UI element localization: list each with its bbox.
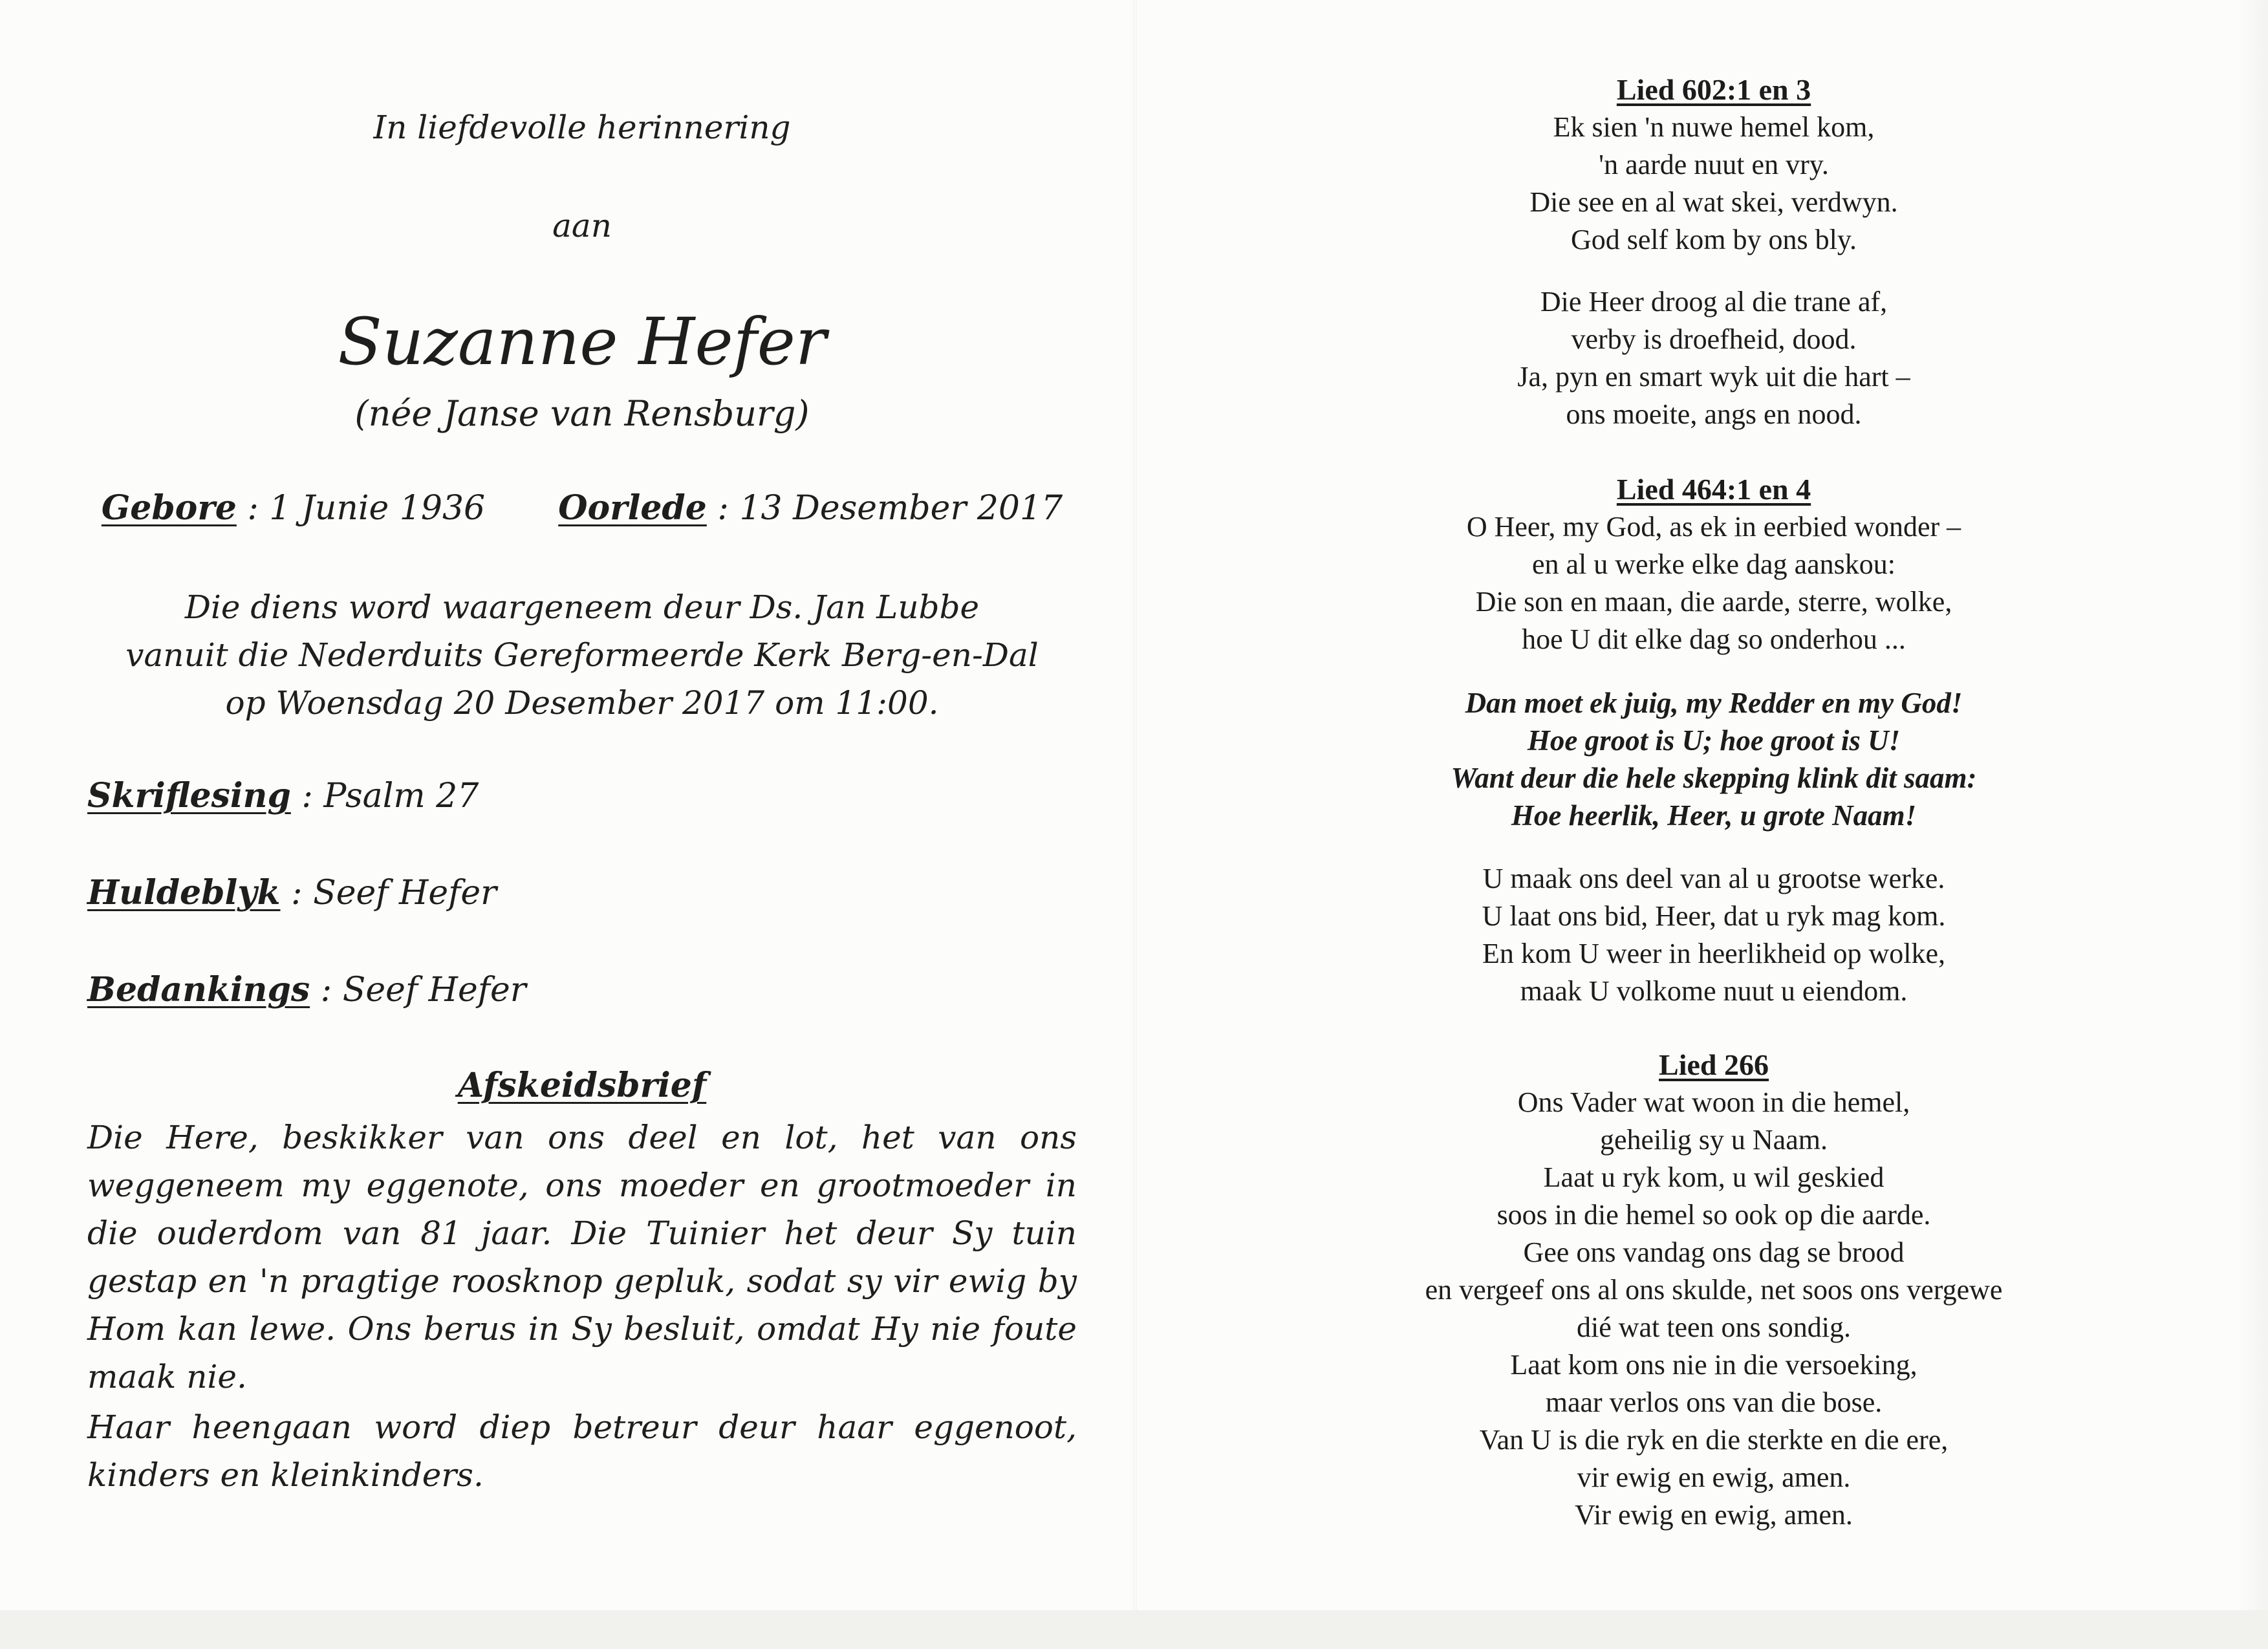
maiden-name: (née Janse van Rensburg): [354, 393, 810, 434]
stanza-line: Die son en maan, die aarde, sterre, wolke,: [1475, 586, 1952, 618]
song-title: Lied 602:1 en 3: [1616, 73, 1811, 106]
life-dates: [87, 488, 1077, 528]
chorus-line: Hoe groot is U; hoe groot is U!: [1527, 724, 1901, 757]
stanza-line: Vir ewig en ewig, amen.: [1575, 1499, 1853, 1531]
stanza-line: Die see en al wat skei, verdwyn.: [1529, 186, 1898, 218]
stanza-line: God self kom by ons bly.: [1570, 224, 1857, 255]
stanza-line: U laat ons bid, Heer, dat u ryk mag kom.: [1482, 900, 1946, 932]
stanza-line: soos in die hemel so ook op die aarde.: [1496, 1199, 1931, 1231]
stanza-line: en al u werke elke dag aanskou:: [1532, 548, 1895, 580]
stanza-line: Ek sien 'n nuwe hemel kom,: [1553, 111, 1875, 143]
scripture-label: Skriflesing: [87, 776, 291, 815]
scripture-value: : Psalm 27: [301, 777, 479, 815]
stanza-line: Ja, pyn en smart wyk uit die hart –: [1517, 361, 1910, 393]
paper-edge: [2238, 0, 2268, 1649]
tribute-value: : Seef Hefer: [291, 874, 497, 912]
song-chorus: [1268, 684, 2160, 834]
died-label: Oorlede: [558, 488, 707, 528]
service-line: vanuit die Nederduits Gereformeerde Kerk Berg-en-Dal: [125, 636, 1039, 674]
song-stanza: [1268, 860, 2160, 1010]
born-label: Gebore: [101, 488, 237, 528]
stanza-line: O Heer, my God, as ek in eerbied wonder –: [1466, 511, 1961, 543]
farewell-title: Afskeidsbrief: [457, 1066, 707, 1105]
stanza-line: en vergeef ons al ons skulde, net soos ons vergewe: [1425, 1274, 2003, 1306]
scan-bottom-strip: [0, 1610, 2268, 1649]
thanks-value: : Seef Hefer: [320, 971, 526, 1009]
stanza-line: En kom U weer in heerlikheid op wolke,: [1482, 938, 1946, 969]
service-line: op Woensdag 20 Desember 2017 om 11:00.: [225, 684, 939, 722]
chorus-line: Want deur die hele skepping klink dit saam:: [1451, 762, 1977, 794]
scripture-reading: [87, 776, 479, 815]
stanza-line: Die Heer droog al die trane af,: [1540, 286, 1888, 318]
tribute: [87, 873, 497, 912]
died-date: : 13 Desember 2017: [717, 489, 1063, 528]
stanza-line: geheilig sy u Naam.: [1600, 1124, 1828, 1156]
memorial-to: aan: [552, 207, 612, 244]
chorus-line: Hoe heerlik, Heer, u grote Naam!: [1511, 799, 1917, 832]
stanza-line: 'n aarde nuut en vry.: [1599, 149, 1829, 180]
stanza-line: dié wat teen ons sondig.: [1576, 1311, 1852, 1343]
song-stanza: [1268, 109, 2160, 259]
stanza-line: Laat u ryk kom, u wil geskied: [1543, 1161, 1885, 1193]
song-stanza: [1268, 1084, 2160, 1534]
stanza-line: verby is droefheid, dood.: [1571, 323, 1857, 355]
center-fold: [1133, 0, 1137, 1610]
farewell-paragraph: Die Here, beskikker van ons deel en lot, het van ons weggeneem my eggenote, ons moeder en grootmoeder in die ouderdom van 81 jaar. Die Tuinier het deur Sy tuin gestap en 'n pragtige roosknop gepluk, sodat sy vir ewig by Hom kan lewe. Ons berus in Sy besluit, omdat Hy nie foute maak nie.: [87, 1119, 1077, 1396]
farewell-paragraph: Haar heengaan word diep betreur deur haar eggenoot, kinders en kleinkinders.: [87, 1408, 1077, 1494]
stanza-line: U maak ons deel van al u grootse werke.: [1482, 863, 1945, 894]
stanza-line: vir ewig en ewig, amen.: [1577, 1461, 1851, 1493]
song-stanza: [1268, 508, 2160, 658]
memorial-heading: In liefdevolle herinnering: [373, 109, 791, 146]
stanza-line: Van U is die ryk en die sterkte en die ere,: [1479, 1424, 1949, 1456]
stanza-line: ons moeite, angs en nood.: [1566, 398, 1862, 430]
song-title: Lied 464:1 en 4: [1616, 473, 1811, 506]
song-stanza: [1268, 283, 2160, 433]
stanza-line: hoe U dit elke dag so onderhou ...: [1522, 623, 1906, 655]
stanza-line: maak U volkome nuut u eiendom.: [1520, 975, 1908, 1007]
stanza-line: Ons Vader wat woon in die hemel,: [1517, 1086, 1910, 1118]
born-date: : 1 Junie 1936: [247, 489, 486, 528]
stanza-line: Laat kom ons nie in die versoeking,: [1510, 1349, 1917, 1381]
deceased-name: Suzanne Hefer: [338, 304, 826, 380]
service-details: [87, 583, 1077, 727]
tribute-label: Huldeblyk: [87, 873, 281, 912]
thanks: [87, 970, 526, 1009]
thanks-label: Bedankings: [87, 970, 310, 1009]
stanza-line: Gee ons vandag ons dag se brood: [1523, 1236, 1905, 1268]
service-line: Die diens word waargeneem deur Ds. Jan Lubbe: [184, 588, 980, 626]
song-title: Lied 266: [1659, 1048, 1769, 1081]
chorus-line: Dan moet ek juig, my Redder en my God!: [1465, 687, 1963, 719]
stanza-line: maar verlos ons van die bose.: [1545, 1386, 1883, 1418]
